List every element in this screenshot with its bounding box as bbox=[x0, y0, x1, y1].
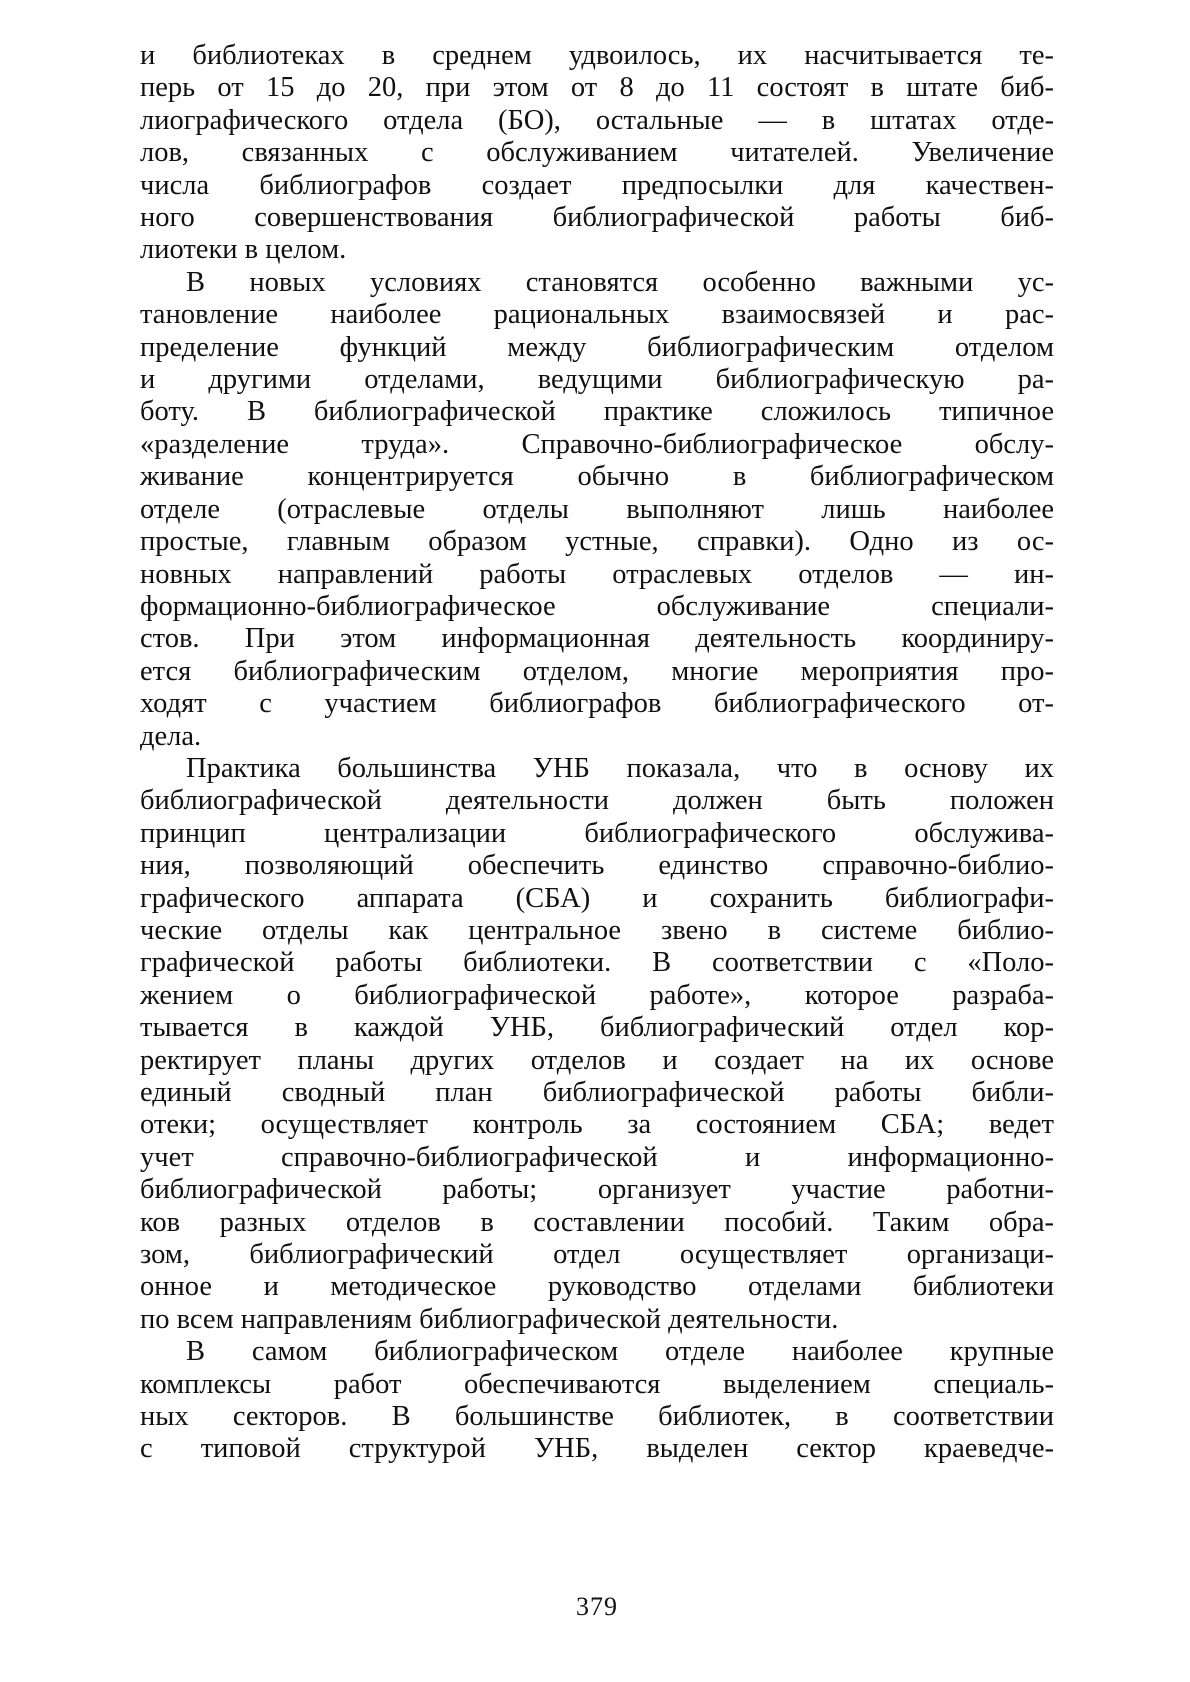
text-line: библиографической деятельности должен быть положен bbox=[140, 785, 1054, 817]
text-line: «разделение труда». Справочно-библиографическое обслу- bbox=[140, 428, 1054, 460]
text-line: библиографической работы; организует участие работни- bbox=[140, 1174, 1054, 1206]
paragraph bbox=[140, 1336, 1054, 1466]
text-line: и библиотеках в среднем удвоилось, их насчитывается те- bbox=[140, 40, 1054, 71]
paragraph bbox=[140, 267, 1054, 753]
text-line: ков разных отделов в составлении пособий. Таким обра- bbox=[140, 1206, 1054, 1238]
text-line: графического аппарата (СБА) и сохранить библиографи- bbox=[140, 882, 1054, 914]
text-line: графической работы библиотеки. В соответствии с «Поло- bbox=[140, 947, 1054, 979]
paragraph bbox=[140, 40, 1054, 267]
text-line: числа библиографов создает предпосылки для качествен- bbox=[140, 169, 1054, 201]
text-line: ходят с участием библиографов библиографического от- bbox=[140, 688, 1054, 720]
text-line: по всем направлениям библиографической деятельности. bbox=[140, 1303, 839, 1335]
text-line: и другими отделами, ведущими библиографическую ра- bbox=[140, 364, 1054, 396]
text-line: ния, позволяющий обеспечить единство справочно-библио- bbox=[140, 850, 1054, 882]
text-line: новных направлений работы отраслевых отделов — ин- bbox=[140, 558, 1054, 590]
text-line: перь от 15 до 20, при этом от 8 до 11 состоят в штате биб- bbox=[140, 72, 1054, 104]
text-line: стов. При этом информационная деятельность координиру- bbox=[140, 623, 1054, 655]
text-line: комплексы работ обеспечиваются выделением специаль- bbox=[140, 1368, 1054, 1400]
text-line: формационно-библиографическое обслуживание специали- bbox=[140, 590, 1054, 622]
text-line: В новых условиях становятся особенно важными ус- bbox=[186, 266, 1054, 298]
text-line: учет справочно-библиографической и информационно- bbox=[140, 1141, 1054, 1173]
page-number: 379 bbox=[576, 1592, 618, 1621]
text-line: Практика большинства УНБ показала, что в основу их bbox=[186, 752, 1054, 784]
text-line: лиотеки в целом. bbox=[140, 234, 347, 266]
text-line: лиографического отдела (БО), остальные — в штатах отде- bbox=[140, 104, 1054, 136]
text-line: тывается в каждой УНБ, библиографический отдел кор- bbox=[140, 1012, 1054, 1044]
text-line: отделе (отраслевые отделы выполняют лишь наиболее bbox=[140, 493, 1054, 525]
text-line: ного совершенствования библиографической работы биб- bbox=[140, 202, 1054, 234]
text-line: онное и методическое руководство отделами библиотеки bbox=[140, 1271, 1054, 1303]
text-line: жением о библиографической работе», которое разраба- bbox=[140, 979, 1054, 1011]
book-page bbox=[140, 40, 1054, 1640]
text-line: тановление наиболее рациональных взаимосвязей и рас- bbox=[140, 299, 1054, 331]
text-line: В самом библиографическом отделе наиболее крупные bbox=[186, 1336, 1054, 1368]
text-line: простые, главным образом устные, справки). Одно из ос- bbox=[140, 526, 1054, 558]
paragraph bbox=[140, 753, 1054, 1336]
text-line: принцип централизации библиографического обслужива- bbox=[140, 817, 1054, 849]
text-line: живание концентрируется обычно в библиографическом bbox=[140, 461, 1054, 493]
text-line: лов, связанных с обслуживанием читателей. Увеличение bbox=[140, 137, 1054, 169]
body-text bbox=[140, 40, 1054, 1466]
text-line: боту. В библиографической практике сложилось типичное bbox=[140, 396, 1054, 428]
text-line: ческие отделы как центральное звено в системе библио- bbox=[140, 914, 1054, 946]
text-line: отеки; осуществляет контроль за состоянием СБА; ведет bbox=[140, 1109, 1054, 1141]
text-line: ется библиографическим отделом, многие мероприятия про- bbox=[140, 655, 1054, 687]
text-line: с типовой структурой УНБ, выделен сектор краеведче- bbox=[140, 1433, 1054, 1465]
text-line: ных секторов. В большинстве библиотек, в соответствии bbox=[140, 1401, 1054, 1433]
text-line: зом, библиографический отдел осуществляет организаци- bbox=[140, 1239, 1054, 1271]
text-line: дела. bbox=[140, 720, 202, 752]
text-line: единый сводный план библиографической работы библи- bbox=[140, 1077, 1054, 1108]
text-line: пределение функций между библиографическим отделом bbox=[140, 331, 1054, 363]
text-line: ректирует планы других отделов и создает на их основе bbox=[140, 1044, 1054, 1076]
